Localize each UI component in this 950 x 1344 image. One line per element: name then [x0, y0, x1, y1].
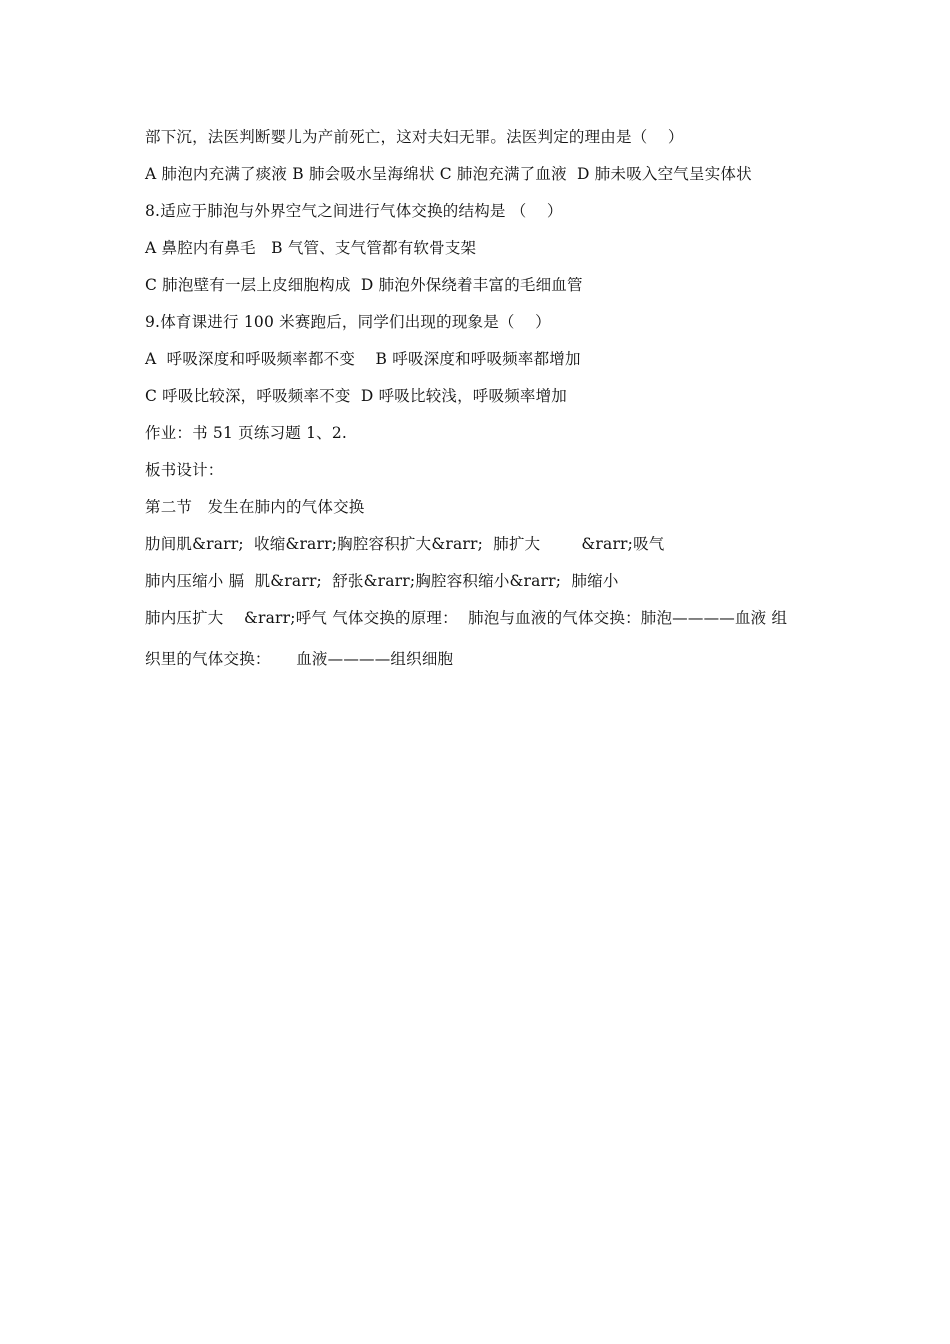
question-9-options-ab: A 呼吸深度和呼吸频率都不变 B 呼吸深度和呼吸频率都增加 — [145, 350, 581, 368]
board-line-exhale-exchange: 肺内压扩大 &rarr;呼气 气体交换的原理： 肺泡与血液的气体交换：肺泡————血液 组 — [145, 609, 788, 627]
question-8-options-cd: C 肺泡壁有一层上皮细胞构成 D 肺泡外保绕着丰富的毛细血管 — [145, 276, 583, 294]
question-8-stem: 8.适应于肺泡与外界空气之间进行气体交换的结构是 （ ） — [145, 202, 563, 220]
question-9-stem: 9.体育课进行 100 米赛跑后，同学们出现的现象是（ ） — [145, 313, 551, 331]
section-title: 第二节 发生在肺内的气体交换 — [145, 498, 365, 516]
question-8-options-ab: A 鼻腔内有鼻毛 B 气管、支气管都有软骨支架 — [145, 239, 477, 257]
board-design-heading: 板书设计： — [145, 461, 224, 479]
homework-line: 作业：书 51 页练习题 1、2. — [145, 424, 348, 442]
board-line-tissue-exchange: 织里的气体交换： 血液————组织细胞 — [145, 650, 454, 668]
question-7-options: A 肺泡内充满了痰液 B 肺会吸水呈海绵状 C 肺泡充满了血液 D 肺未吸入空气呈实体状 — [145, 165, 752, 183]
question-9-options-cd: C 呼吸比较深，呼吸频率不变 D 呼吸比较浅，呼吸频率增加 — [145, 387, 567, 405]
board-line-inhale: 肋间肌&rarr; 收缩&rarr;胸腔容积扩大&rarr; 肺扩大 &rarr;吸气 — [145, 535, 665, 553]
question-7-stem-end: 部下沉，法医判断婴儿为产前死亡，这对夫妇无罪。法医判定的理由是（ ） — [145, 128, 684, 146]
board-line-diaphragm: 肺内压缩小 膈 肌&rarr; 舒张&rarr;胸腔容积缩小&rarr; 肺缩小 — [145, 572, 619, 590]
